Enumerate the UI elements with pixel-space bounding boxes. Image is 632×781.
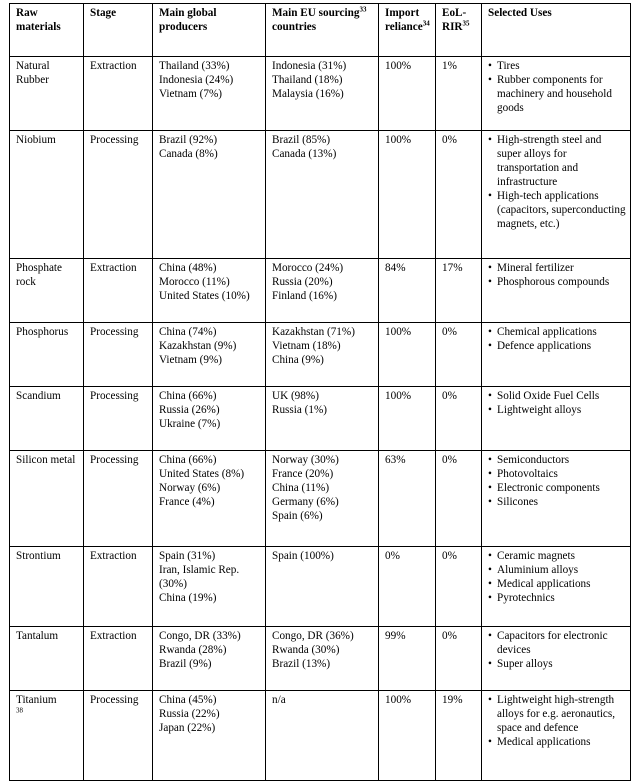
eu-sourcing-country-entry: Brazil (13%) bbox=[272, 658, 331, 670]
cell-stage bbox=[84, 323, 153, 387]
use-item: • Defence applications bbox=[497, 339, 626, 353]
global-producer-entry: Rwanda (28%) bbox=[159, 644, 227, 656]
cell-eol-rir bbox=[436, 451, 482, 547]
cell-raw-material bbox=[10, 323, 84, 387]
import-reliance-value: 100% bbox=[385, 694, 412, 706]
table-row bbox=[10, 323, 631, 387]
header-selected-uses: Selected Uses bbox=[482, 4, 631, 57]
cell-global-producer bbox=[153, 547, 266, 627]
cell-stage bbox=[84, 627, 153, 691]
eu-sourcing-country-entry: Spain (6%) bbox=[272, 510, 323, 522]
use-item: • Tires bbox=[497, 59, 626, 73]
cell-eol-rir bbox=[436, 691, 482, 781]
use-item: • Phosphorous compounds bbox=[497, 275, 626, 289]
eol-rir-value: 1% bbox=[442, 60, 457, 72]
global-producer-entry: Japan (22%) bbox=[159, 722, 216, 734]
cell-global-producer bbox=[153, 451, 266, 547]
uses-list bbox=[488, 59, 626, 115]
import-reliance-value: 100% bbox=[385, 134, 412, 146]
raw-material-name: Silicon metal bbox=[16, 454, 76, 466]
cell-stage bbox=[84, 451, 153, 547]
global-producer-entry: China (74%) bbox=[159, 326, 217, 338]
cell-selected-uses bbox=[482, 57, 631, 131]
cell-import-reliance bbox=[379, 387, 436, 451]
global-producer-entry: Canada (8%) bbox=[159, 148, 218, 160]
global-producer-entry: China (66%) bbox=[159, 390, 217, 402]
global-producer-entry: Morocco (11%) bbox=[159, 276, 230, 288]
global-producer-entry: Iran, Islamic Rep. (30%) bbox=[159, 564, 240, 590]
global-producer-entry: Ukraine (7%) bbox=[159, 418, 221, 430]
eu-sourcing-country-entry: Brazil (85%) bbox=[272, 134, 331, 146]
cell-import-reliance bbox=[379, 259, 436, 323]
global-producer-entry: France (4%) bbox=[159, 496, 215, 508]
cell-import-reliance bbox=[379, 627, 436, 691]
global-producer-entry: Brazil (92%) bbox=[159, 134, 218, 146]
global-producer-entry: Vietnam (9%) bbox=[159, 354, 223, 366]
eu-sourcing-country-entry: Rwanda (30%) bbox=[272, 644, 340, 656]
table-row bbox=[10, 259, 631, 323]
eu-sourcing-country-entry: Spain (100%) bbox=[272, 550, 334, 562]
import-reliance-value: 100% bbox=[385, 326, 412, 338]
use-item: • Medical applications bbox=[497, 577, 626, 591]
cell-global-producer bbox=[153, 691, 266, 781]
cell-eol-rir bbox=[436, 131, 482, 259]
cell-eu-sourcing-country bbox=[266, 131, 379, 259]
import-reliance-value: 0% bbox=[385, 550, 400, 562]
global-producer-entry: Russia (22%) bbox=[159, 708, 220, 720]
stage-value: Extraction bbox=[90, 60, 137, 72]
eu-sourcing-country-entry: Canada (13%) bbox=[272, 148, 337, 160]
table-row bbox=[10, 627, 631, 691]
eu-sourcing-country-entry: Congo, DR (36%) bbox=[272, 630, 354, 642]
cell-import-reliance bbox=[379, 691, 436, 781]
global-producer-entry: Spain (31%) bbox=[159, 550, 216, 562]
table-row bbox=[10, 387, 631, 451]
global-producer-entry: Thailand (33%) bbox=[159, 60, 230, 72]
uses-list bbox=[488, 549, 626, 605]
cell-raw-material bbox=[10, 259, 84, 323]
global-producer-entry: United States (8%) bbox=[159, 468, 245, 480]
eu-sourcing-country-entry: Kazakhstan (71%) bbox=[272, 326, 355, 338]
eu-sourcing-country-entry: Malaysia (16%) bbox=[272, 88, 344, 100]
import-reliance-value: 84% bbox=[385, 262, 406, 274]
table-row bbox=[10, 547, 631, 627]
global-producer-entry: Congo, DR (33%) bbox=[159, 630, 241, 642]
cell-eol-rir bbox=[436, 259, 482, 323]
header-main-eu-sourcing: Main EU sourcing$^{33}$ countries bbox=[266, 4, 379, 57]
use-item: • Photovoltaics bbox=[497, 467, 626, 481]
stage-value: Extraction bbox=[90, 630, 137, 642]
import-reliance-value: 100% bbox=[385, 390, 412, 402]
stage-value: Processing bbox=[90, 134, 139, 146]
header-raw-materials: Raw materials bbox=[10, 4, 84, 57]
uses-list bbox=[488, 629, 626, 671]
raw-material-name: Phosphorus bbox=[16, 326, 69, 338]
cell-selected-uses bbox=[482, 627, 631, 691]
raw-material-name: Niobium bbox=[16, 134, 56, 146]
use-item: • Lightweight alloys bbox=[497, 403, 626, 417]
stage-value: Processing bbox=[90, 454, 139, 466]
eol-rir-value: 0% bbox=[442, 630, 457, 642]
use-item: • Semiconductors bbox=[497, 453, 626, 467]
table-row bbox=[10, 451, 631, 547]
use-item: • High-tech applications (capacitors, superconducting magnets, etc.) bbox=[497, 189, 626, 231]
cell-eol-rir bbox=[436, 547, 482, 627]
eu-sourcing-country-entry: Indonesia (31%) bbox=[272, 60, 347, 72]
cell-eu-sourcing-country bbox=[266, 451, 379, 547]
global-producer-entry: Brazil (9%) bbox=[159, 658, 212, 670]
table-row bbox=[10, 57, 631, 131]
stage-value: Processing bbox=[90, 694, 139, 706]
use-item: • Pyrotechnics bbox=[497, 591, 626, 605]
cell-import-reliance bbox=[379, 323, 436, 387]
cell-eu-sourcing-country bbox=[266, 627, 379, 691]
eu-sourcing-country-entry: UK (98%) bbox=[272, 390, 319, 402]
cell-raw-material bbox=[10, 57, 84, 131]
raw-material-name: Scandium bbox=[16, 390, 61, 402]
cell-global-producer bbox=[153, 259, 266, 323]
raw-materials-table bbox=[9, 3, 631, 781]
cell-import-reliance bbox=[379, 57, 436, 131]
header-stage: Stage bbox=[84, 4, 153, 57]
global-producer-entry: China (66%) bbox=[159, 454, 217, 466]
use-item: • Medical applications bbox=[497, 735, 626, 749]
global-producer-entry: Russia (26%) bbox=[159, 404, 220, 416]
cell-selected-uses bbox=[482, 131, 631, 259]
eu-sourcing-country-entry: France (20%) bbox=[272, 468, 334, 480]
cell-stage bbox=[84, 547, 153, 627]
uses-list bbox=[488, 133, 626, 231]
use-item: • Ceramic magnets bbox=[497, 549, 626, 563]
eol-rir-value: 17% bbox=[442, 262, 463, 274]
use-item: • Electronic components bbox=[497, 481, 626, 495]
cell-global-producer bbox=[153, 387, 266, 451]
use-item: • Capacitors for electronic devices bbox=[497, 629, 626, 657]
cell-raw-material bbox=[10, 691, 84, 781]
header-main-global-producers: Main global producers bbox=[153, 4, 266, 57]
stage-value: Extraction bbox=[90, 262, 137, 274]
stage-value: Extraction bbox=[90, 550, 137, 562]
header-row bbox=[10, 4, 631, 57]
eu-sourcing-country-entry: n/a bbox=[272, 694, 286, 706]
import-reliance-value: 99% bbox=[385, 630, 406, 642]
global-producer-entry: China (45%) bbox=[159, 694, 217, 706]
cell-selected-uses bbox=[482, 259, 631, 323]
eu-sourcing-country-entry: Finland (16%) bbox=[272, 290, 337, 302]
eu-sourcing-country-entry: Norway (30%) bbox=[272, 454, 339, 466]
eol-rir-value: 19% bbox=[442, 694, 463, 706]
global-producer-entry: Indonesia (24%) bbox=[159, 74, 234, 86]
eu-sourcing-country-entry: Russia (20%) bbox=[272, 276, 333, 288]
stage-value: Processing bbox=[90, 390, 139, 402]
raw-material-name: Strontium bbox=[16, 550, 61, 562]
use-item: • High-strength steel and super alloys for transportation and infrastructure bbox=[497, 133, 626, 189]
use-item: • Lightweight high-strength alloys for e.g. aeronautics, space and defence bbox=[497, 693, 626, 735]
use-item: • Silicones bbox=[497, 495, 626, 509]
cell-import-reliance bbox=[379, 131, 436, 259]
cell-eol-rir bbox=[436, 627, 482, 691]
cell-selected-uses bbox=[482, 323, 631, 387]
raw-material-name: Tantalum bbox=[16, 630, 59, 642]
use-item: • Chemical applications bbox=[497, 325, 626, 339]
cell-eu-sourcing-country bbox=[266, 323, 379, 387]
eu-sourcing-country-entry: China (11%) bbox=[272, 482, 330, 494]
cell-stage bbox=[84, 691, 153, 781]
eol-rir-value: 0% bbox=[442, 454, 457, 466]
table-row bbox=[10, 691, 631, 781]
stage-value: Processing bbox=[90, 326, 139, 338]
eu-sourcing-country-entry: Vietnam (18%) bbox=[272, 340, 341, 352]
cell-raw-material bbox=[10, 387, 84, 451]
cell-stage bbox=[84, 259, 153, 323]
global-producer-entry: United States (10%) bbox=[159, 290, 250, 302]
use-item: • Rubber components for machinery and household goods bbox=[497, 73, 626, 115]
cell-eu-sourcing-country bbox=[266, 691, 379, 781]
cell-eu-sourcing-country bbox=[266, 387, 379, 451]
cell-eol-rir bbox=[436, 57, 482, 131]
cell-global-producer bbox=[153, 627, 266, 691]
global-producer-entry: Kazakhstan (9%) bbox=[159, 340, 237, 352]
cell-raw-material bbox=[10, 451, 84, 547]
use-item: • Aluminium alloys bbox=[497, 563, 626, 577]
cell-stage bbox=[84, 57, 153, 131]
header-eol-rir: EoL-RIR$^{35}$ bbox=[436, 4, 482, 57]
global-producer-entry: China (19%) bbox=[159, 592, 217, 604]
cell-import-reliance bbox=[379, 451, 436, 547]
import-reliance-value: 100% bbox=[385, 60, 412, 72]
cell-global-producer bbox=[153, 131, 266, 259]
cell-raw-material bbox=[10, 131, 84, 259]
use-item: • Solid Oxide Fuel Cells bbox=[497, 389, 626, 403]
cell-raw-material bbox=[10, 627, 84, 691]
eu-sourcing-country-entry: China (9%) bbox=[272, 354, 324, 366]
eol-rir-value: 0% bbox=[442, 134, 457, 146]
eu-sourcing-country-entry: Russia (1%) bbox=[272, 404, 327, 416]
eol-rir-value: 0% bbox=[442, 326, 457, 338]
raw-material-name: Phosphate rock bbox=[16, 262, 62, 288]
uses-list bbox=[488, 261, 626, 289]
uses-list bbox=[488, 453, 626, 509]
cell-eu-sourcing-country bbox=[266, 57, 379, 131]
cell-eol-rir bbox=[436, 387, 482, 451]
cell-stage bbox=[84, 131, 153, 259]
cell-selected-uses bbox=[482, 547, 631, 627]
uses-list bbox=[488, 325, 626, 353]
header-import-reliance: Import reliance$^{34}$ bbox=[379, 4, 436, 57]
global-producer-entry: Norway (6%) bbox=[159, 482, 221, 494]
raw-material-name: Natural Rubber bbox=[16, 60, 50, 86]
cell-selected-uses bbox=[482, 451, 631, 547]
uses-list bbox=[488, 389, 626, 417]
use-item: • Mineral fertilizer bbox=[497, 261, 626, 275]
cell-eu-sourcing-country bbox=[266, 259, 379, 323]
eol-rir-value: 0% bbox=[442, 390, 457, 402]
eu-sourcing-country-entry: Germany (6%) bbox=[272, 496, 339, 508]
global-producer-entry: Vietnam (7%) bbox=[159, 88, 223, 100]
cell-raw-material bbox=[10, 547, 84, 627]
cell-selected-uses bbox=[482, 387, 631, 451]
global-producer-entry: China (48%) bbox=[159, 262, 217, 274]
eol-rir-value: 0% bbox=[442, 550, 457, 562]
import-reliance-value: 63% bbox=[385, 454, 406, 466]
cell-stage bbox=[84, 387, 153, 451]
cell-import-reliance bbox=[379, 547, 436, 627]
cell-selected-uses bbox=[482, 691, 631, 781]
table-row bbox=[10, 131, 631, 259]
eu-sourcing-country-entry: Morocco (24%) bbox=[272, 262, 344, 274]
eu-sourcing-country-entry: Thailand (18%) bbox=[272, 74, 343, 86]
cell-global-producer bbox=[153, 57, 266, 131]
cell-eol-rir bbox=[436, 323, 482, 387]
uses-list bbox=[488, 693, 626, 749]
cell-global-producer bbox=[153, 323, 266, 387]
use-item: • Super alloys bbox=[497, 657, 626, 671]
footnote-ref: 38 bbox=[16, 706, 23, 715]
cell-eu-sourcing-country bbox=[266, 547, 379, 627]
raw-material-name: Titanium bbox=[16, 694, 57, 706]
